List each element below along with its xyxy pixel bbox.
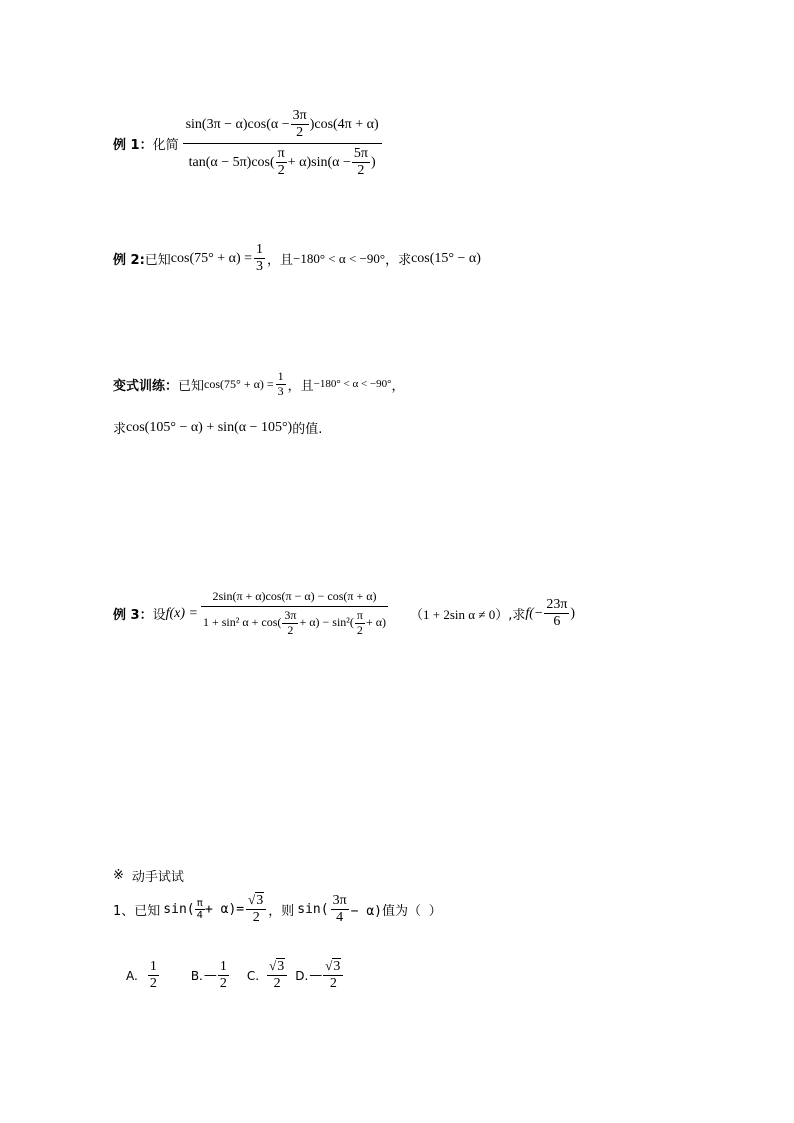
example-3-label: 例 3： (113, 608, 153, 624)
practice-header (113, 866, 184, 885)
example-3: 例 3： 设 f(x) = 2sin(π + α)cos(π − α) − cos(π + α) 1 + sin² α + cos( $\frac{3\pi}{2}$ + α) − sin²( $\frac{\pi}{2}$ + α) （1 + 2sin α ≠ 0） ,求 f(− $\frac{23\pi}{6}$ ) (113, 589, 576, 637)
example-2-target: cos(15° − α) (411, 250, 481, 266)
variation-expression: cos(105° − α) + sin(α − 105°) (126, 419, 293, 435)
variation-fraction: $\frac{1}{3}$ (277, 369, 284, 398)
example-1-command: 化简 (152, 138, 179, 154)
example-3-fx: f(x) = (165, 605, 198, 621)
variation-line-1: 变式训练： 已知 cos(75° + α) = $\frac{1}{3}$ ，且 −180° < α < −90° ， (113, 369, 405, 398)
option-b[interactable]: B. — $\frac{1}{2}$ (190, 959, 227, 992)
variation-line-2: 求 cos(105° − α) + sin(α − 105°) 的值. (113, 419, 323, 437)
example-2-cos-expr: cos(75° + α) = (170, 250, 253, 266)
variation-range: −180° < α < −90° (313, 378, 392, 391)
example-2: 例 2: 已知 cos(75° + α) = $\frac{1}{3}$ ，且 −180° < α < −90° ，求 cos(15° − α) (113, 242, 481, 275)
example-1 (113, 108, 382, 179)
answer-options (126, 959, 343, 992)
practice-rhs-fraction: $\frac{√3}{2}$ (246, 893, 266, 926)
example-3-fraction: 2sin(π + α)cos(π − α) − cos(π + α) 1 + sin² α + cos( $\frac{3\pi}{2}$ + α) − sin²( $\frac{\pi}{2}$ + α) (202, 589, 386, 637)
example-3-target-fraction: $\frac{23\pi}{6}$ (546, 597, 568, 630)
option-d[interactable]: D. — $\frac{√3}{2}$ (295, 959, 343, 992)
example-3-condition: （1 + 2sin α ≠ 0） (410, 607, 509, 623)
practice-question-1: 1、 已知 sin( $\frac{\pi}{4}$ + α)= $\frac{√3}{2}$ ，则 sin( $\frac{3\pi}{4}$ − α)值为（ ） (113, 892, 442, 926)
example-2-label: 例 2: (113, 253, 145, 269)
example-2-fraction: $\frac{1}{3}$ (256, 242, 264, 275)
example-2-range: −180° < α < −90° (293, 250, 386, 266)
variation-cos-expr: cos(75° + α) = (204, 376, 274, 391)
reference-mark: ※ (113, 868, 124, 883)
variation-label: 变式训练： (113, 378, 179, 394)
example-1-label: 例 1： (113, 138, 153, 154)
option-a[interactable]: A. $\frac{1}{2}$ (126, 959, 157, 992)
option-c[interactable]: C. $\frac{√3}{2}$ (247, 959, 287, 992)
example-1-fraction: sin(3π − α)cos(α − $\frac{3\pi}{2}$ )cos(4π + α) tan(α − 5π)cos( $\frac{\pi}{2}$ + α)sin(α − $\frac{5\pi}{2}$ ) (183, 108, 382, 179)
practice-title: 动手试试 (131, 870, 184, 885)
